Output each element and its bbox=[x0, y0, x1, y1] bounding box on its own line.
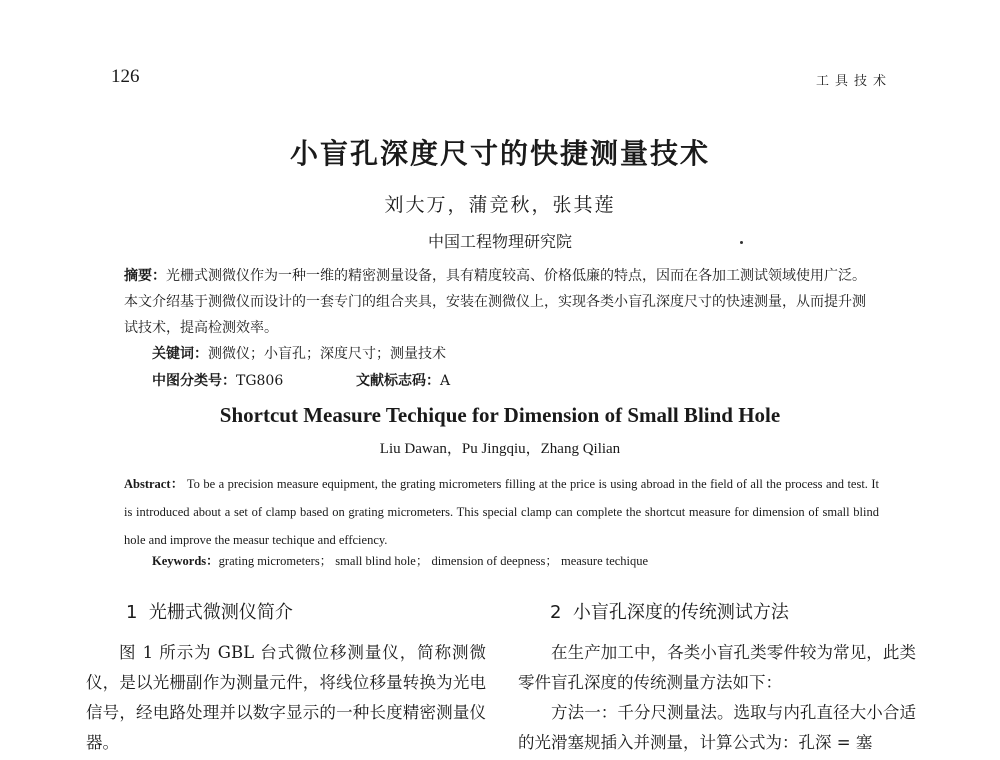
left-column bbox=[86, 638, 486, 758]
speck bbox=[740, 241, 743, 244]
document-code-label: 文献标志码： bbox=[356, 373, 440, 389]
classification-label: 中图分类号： bbox=[152, 373, 236, 389]
section-2-paragraph-2: 方法一：千分尺测量法。选取与内孔直径大小合适的光滑塞规插入并测量，计算公式为：孔深 = 塞 bbox=[518, 703, 916, 752]
page-number: 126 bbox=[111, 66, 140, 87]
keywords-cn-label: 关键词： bbox=[152, 346, 208, 362]
classification bbox=[152, 370, 283, 390]
journal-name: 工具技术 bbox=[815, 74, 892, 89]
document-code-value: A bbox=[440, 373, 451, 389]
abstract-en-text: To be a precision measure equipment, the grating micrometers filling at the price is using abroad in the field of all the process and test. It is introduced about a set of clamp based on grating micrometers. This special clamp can complete the shortcut measure for dimension of small blind hole and improve the measur techique and effciency. bbox=[124, 477, 880, 547]
authors-cn: 刘大万，蒲竞秋，张其莲 bbox=[384, 194, 616, 216]
keywords-en-label: Keywords： bbox=[152, 554, 219, 568]
classification-value: TG806 bbox=[236, 373, 284, 389]
section-1-paragraph: 图 1 所示为 GBL 台式微位移测量仪，简称测微仪，是以光栅副作为测量元件，将线位移量转换为光电信号，经电路处理并以数字显示的一种长度精密测量仪器。 bbox=[86, 643, 486, 752]
abstract-cn-label: 摘要： bbox=[124, 268, 166, 284]
keywords-cn-text: 测微仪；小盲孔；深度尺寸；测量技术 bbox=[208, 346, 446, 362]
section-1-heading: 1 光栅式微测仪简介 bbox=[126, 602, 293, 623]
section-2-heading: 2 小盲孔深度的传统测试方法 bbox=[550, 602, 789, 623]
paper-title-en: Shortcut Measure Techique for Dimension of Small Blind Hole bbox=[219, 403, 781, 427]
abstract-en bbox=[124, 470, 879, 554]
abstract-en-label: Abstract： bbox=[124, 477, 184, 491]
abstract-cn-text: 光栅式测微仪作为一种一维的精密测量设备，具有精度较高、价格低廉的特点，因而在各加工测试领域使用广泛。本文介绍基于测微仪而设计的一套专门的组合夹具，安装在测微仪上，实现各类小盲孔深度尺寸的快速测量，从而提升测试技术，提高检测效率。 bbox=[124, 268, 866, 336]
document-code bbox=[356, 370, 450, 390]
authors-en: Liu Dawan，Pu Jingqiu，Zhang Qilian bbox=[379, 441, 621, 457]
keywords-en bbox=[152, 551, 648, 569]
keywords-en-text: grating micrometers； small blind hole； dimension of deepness； measure techique bbox=[218, 554, 649, 568]
section-2-paragraph-1: 在生产加工中，各类小盲孔类零件较为常见，此类零件盲孔深度的传统测量方法如下： bbox=[518, 643, 916, 692]
paper-title-cn: 小盲孔深度尺寸的快捷测量技术 bbox=[289, 137, 710, 170]
abstract-cn bbox=[124, 263, 876, 341]
keywords-cn bbox=[152, 343, 446, 363]
affiliation: 中国工程物理研究院 bbox=[427, 232, 572, 251]
right-column bbox=[518, 638, 916, 758]
